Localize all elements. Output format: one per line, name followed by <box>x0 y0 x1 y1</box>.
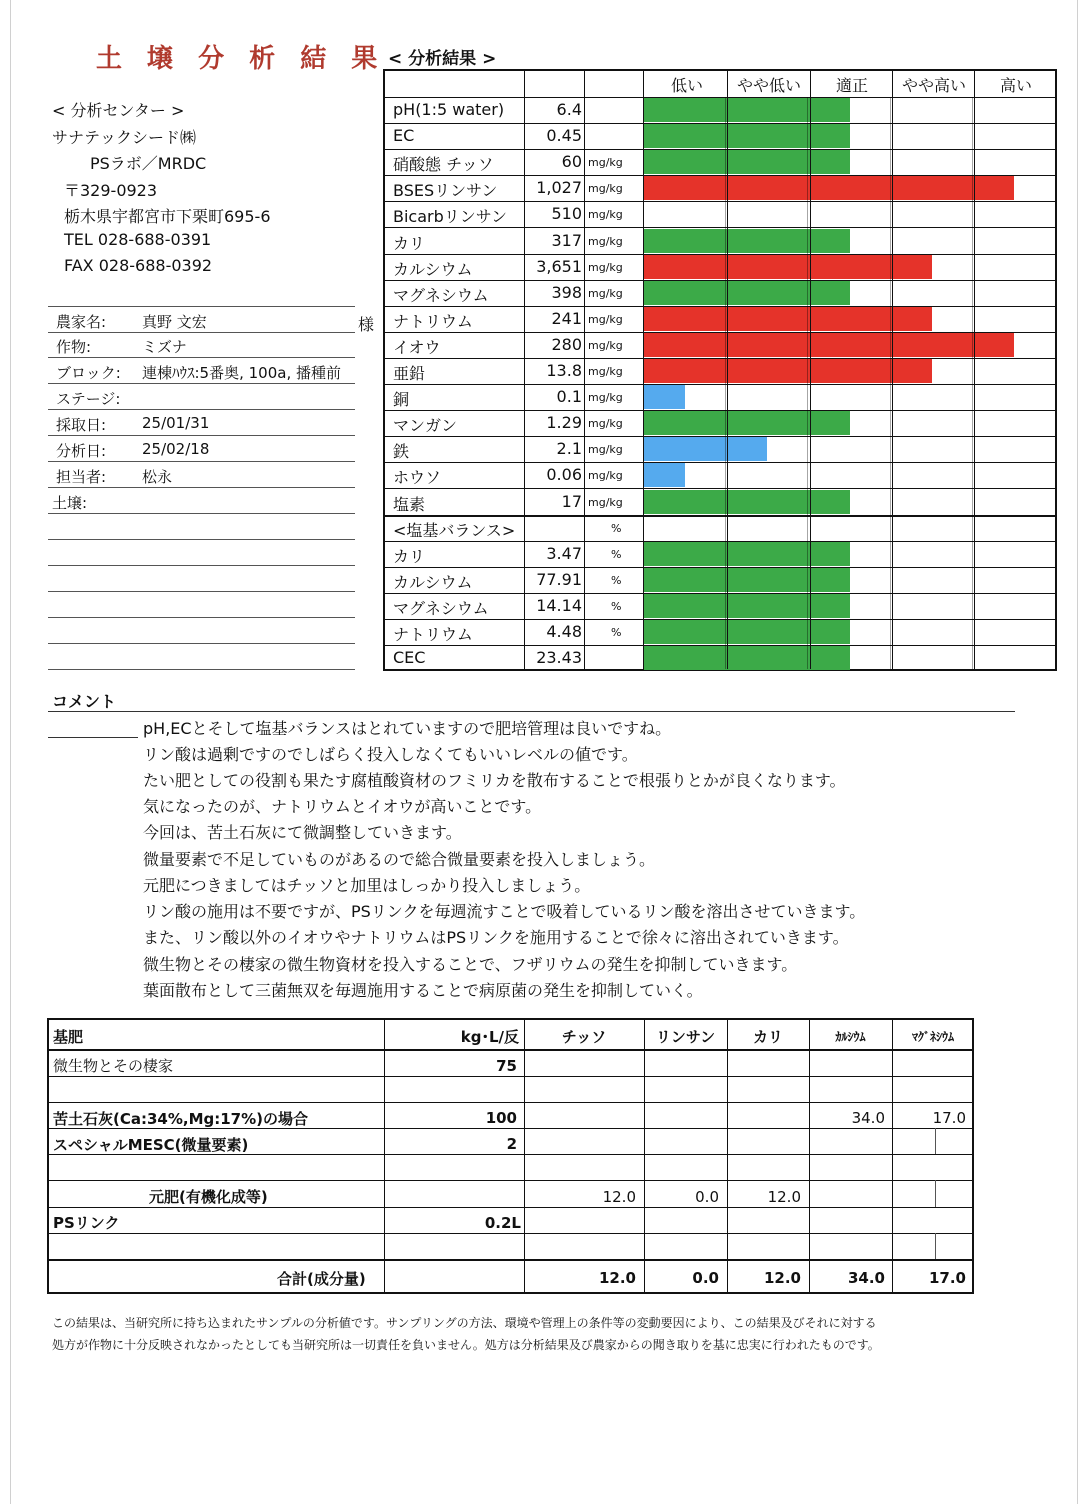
level-bar <box>644 385 685 409</box>
blank-row <box>48 644 355 670</box>
col-divider <box>524 1020 525 1292</box>
center-fax: FAX 028-688-0392 <box>64 256 213 275</box>
info-label: 作物: <box>56 338 92 356</box>
info-label: 担当者: <box>56 468 107 486</box>
result-value: 2.1 <box>556 439 582 459</box>
col-divider <box>644 1020 645 1292</box>
info-row <box>48 410 355 436</box>
level-bar <box>644 646 850 670</box>
result-name: マンガン <box>393 416 458 436</box>
level-header: やや低い <box>736 76 801 95</box>
result-row <box>385 384 1055 411</box>
total-p: 0.0 <box>692 1269 719 1287</box>
fertilizer-table <box>47 1018 974 1294</box>
result-unit: mg/kg <box>588 391 623 405</box>
result-name: マグネシウム <box>393 598 489 618</box>
info-value: 25/02/18 <box>142 440 210 458</box>
fert-header: ｶﾙｼｳﾑ <box>835 1030 866 1044</box>
level-header: 高い <box>999 76 1032 95</box>
fert-amount: 2 <box>506 1135 517 1153</box>
result-name: 硝酸態 チッソ <box>393 155 494 175</box>
honorific: 様 <box>358 315 375 334</box>
result-name: CEC <box>393 648 426 668</box>
result-value: 280 <box>551 334 582 354</box>
col-divider <box>727 1020 728 1292</box>
result-value: 3.47 <box>546 543 582 563</box>
fert-p: 0.0 <box>695 1188 719 1206</box>
row-divider <box>49 1259 972 1261</box>
result-row <box>385 489 1055 517</box>
cell-mark <box>935 1233 936 1259</box>
info-label: 土壌: <box>52 494 88 512</box>
result-name: カルシウム <box>393 572 473 592</box>
result-value: 14.14 <box>536 595 582 615</box>
level-bar <box>644 411 850 435</box>
grid-line <box>725 97 726 669</box>
comment-line: 微生物とその棲家の微生物資材を投入することで、フザリウムの発生を抑制していきます。 <box>143 955 798 974</box>
info-label: 分析日: <box>56 442 107 460</box>
disclaimer-line: この結果は、当研究所に持ち込まれたサンプルの分析値です。サンプリングの方法、環境や管理上の条件等の変動要因により、この結果及びそれに対する <box>52 1316 877 1330</box>
result-unit: mg/kg <box>588 338 623 352</box>
info-row <box>48 436 355 462</box>
center-tel: TEL 028-688-0391 <box>64 230 212 249</box>
info-row <box>48 384 355 410</box>
total-n: 12.0 <box>598 1269 636 1287</box>
comment-line: リン酸の施用は不要ですが、PSリンクを毎週流すことで吸着しているリン酸を溶出させていきます。 <box>143 902 866 921</box>
col-divider <box>384 1020 385 1292</box>
level-bar <box>644 150 850 174</box>
blank-row <box>48 592 355 618</box>
result-name: 亜鉛 <box>393 364 426 383</box>
result-name: ナトリウム <box>393 311 473 331</box>
info-row <box>48 488 355 514</box>
level-bar <box>644 620 850 644</box>
info-row <box>48 358 355 384</box>
comment-line: リン酸は過剰ですのでしばらく投入しなくてもいいレベルの値です。 <box>143 745 638 764</box>
result-unit: mg/kg <box>588 286 623 300</box>
info-value: 25/01/31 <box>142 414 210 432</box>
fert-amount: 75 <box>496 1057 517 1075</box>
comment-line: 微量要素で不足していものがあるので総合微量要素を投入しましょう。 <box>143 850 656 869</box>
result-value: 13.8 <box>546 361 582 380</box>
result-unit: mg/kg <box>588 469 623 483</box>
result-row <box>385 175 1055 202</box>
result-unit: mg/kg <box>588 365 623 378</box>
result-unit: mg/kg <box>588 234 623 248</box>
result-row <box>385 149 1055 176</box>
fert-name: 元肥(有機化成等) <box>149 1188 268 1206</box>
result-row <box>385 254 1055 281</box>
comment-line: たい肥としての役割も果たす腐植酸資材のフミリカを散布することで根張りとかが良くなります。 <box>143 771 846 790</box>
result-value: 23.43 <box>536 648 582 668</box>
level-bar <box>644 359 932 383</box>
fert-header: カリ <box>752 1028 783 1046</box>
fert-amount: 0.2L <box>484 1214 521 1232</box>
level-bar <box>644 255 932 279</box>
col-divider <box>643 71 644 669</box>
result-row <box>385 567 1055 594</box>
row-divider <box>49 1102 972 1103</box>
result-unit: mg/kg <box>588 156 623 170</box>
info-value: 真野 文宏 <box>142 313 207 331</box>
info-row <box>48 306 355 333</box>
fert-header: リンサン <box>655 1028 716 1046</box>
result-value: 398 <box>551 282 582 302</box>
result-unit: mg/kg <box>588 182 623 196</box>
fert-header: チッソ <box>561 1028 607 1046</box>
fert-n: 12.0 <box>602 1188 636 1206</box>
result-unit: mg/kg <box>588 495 623 509</box>
total-label: 合計(成分量) <box>277 1270 366 1288</box>
comment-line: 葉面散布として三菌無双を毎週施用することで病原菌の発生を抑制していく。 <box>143 981 703 1000</box>
comment-line: また、リン酸以外のイオウやナトリウムはPSリンクを施用することで徐々に溶出されていきます。 <box>143 928 849 947</box>
result-unit: % <box>611 547 622 561</box>
disclaimer-line: 処方が作物に十分反映されなかったとしても当研究所は一切責任を負いません。処方は分析結果及び農家からの聞き取りを基に忠実に行われたものです。 <box>52 1338 880 1352</box>
blank-row <box>48 514 355 540</box>
result-name: カリ <box>393 233 426 253</box>
col-divider <box>524 71 525 669</box>
info-label: 採取日: <box>56 416 107 434</box>
fert-header: 基肥 <box>53 1028 84 1046</box>
info-value: 松永 <box>142 468 173 486</box>
comment-rule <box>48 711 1015 712</box>
result-row <box>385 541 1055 568</box>
level-header: 低い <box>670 76 703 95</box>
blank-row <box>48 566 355 592</box>
center-company: サナテックシード㈱ <box>52 128 197 147</box>
fert-name: スペシャルMESC(微量要素) <box>53 1136 249 1154</box>
info-label: ステージ: <box>56 390 121 408</box>
level-bar <box>644 98 850 122</box>
fert-k: 12.0 <box>767 1188 801 1206</box>
comment-rule-short <box>48 737 138 738</box>
row-divider <box>49 1207 972 1208</box>
col-divider <box>584 71 585 669</box>
result-unit: % <box>611 573 622 587</box>
col-divider <box>892 71 893 669</box>
result-value: 6.4 <box>556 100 582 119</box>
level-bar <box>644 594 850 618</box>
grid-line <box>807 97 808 669</box>
info-label: 農家名: <box>56 313 107 331</box>
col-divider <box>809 1020 810 1292</box>
result-unit: % <box>611 521 622 535</box>
result-unit: mg/kg <box>588 417 623 431</box>
result-row <box>385 332 1055 359</box>
result-name: カリ <box>393 546 426 566</box>
result-value: 1.29 <box>546 413 582 433</box>
result-name: Bicarbリンサン <box>393 207 507 227</box>
result-row <box>385 358 1055 385</box>
level-bar <box>644 176 1014 200</box>
row-divider <box>49 1180 972 1181</box>
result-name: EC <box>393 126 415 146</box>
level-bar <box>644 568 850 592</box>
level-bar <box>644 229 850 253</box>
result-name: BSESリンサン <box>393 181 498 201</box>
grid-line <box>890 97 891 669</box>
col-divider <box>727 71 728 669</box>
info-value: 連棟ﾊｳｽ:5番奥, 100a, 播種前 <box>142 364 341 382</box>
level-header: やや高い <box>901 76 966 95</box>
result-value: 17 <box>561 491 582 511</box>
result-row <box>385 619 1055 646</box>
level-bar <box>644 437 767 461</box>
result-row <box>385 97 1055 124</box>
result-row <box>385 123 1055 150</box>
result-row <box>385 228 1055 255</box>
grid-line <box>972 97 973 669</box>
info-row <box>48 462 355 488</box>
col-divider <box>892 1020 893 1292</box>
level-bar <box>644 542 850 566</box>
result-name: 銅 <box>393 390 410 410</box>
row-divider <box>49 1049 972 1051</box>
comment-line: 気になったのが、ナトリウムとイオウが高いことです。 <box>143 797 542 816</box>
blank-row <box>48 540 355 566</box>
comment-line: pH,ECとそして塩基バランスはとれていますので肥培管理は良いですね。 <box>143 719 672 738</box>
total-ca: 34.0 <box>847 1269 885 1287</box>
result-name: pH(1:5 water) <box>393 100 505 119</box>
result-value: 317 <box>551 230 582 250</box>
fert-amount: 100 <box>485 1109 517 1127</box>
result-value: 0.06 <box>546 465 582 485</box>
fert-name: PSリンク <box>53 1214 120 1232</box>
result-name: カルシウム <box>393 259 473 279</box>
blank-row <box>48 618 355 644</box>
result-value: 510 <box>551 204 582 224</box>
result-value: 0.1 <box>556 387 582 407</box>
result-name: <塩基バランス> <box>393 520 516 540</box>
result-value: 60 <box>561 152 582 172</box>
comment-label: コメント <box>52 692 117 711</box>
center-lab: PSラボ／MRDC <box>90 154 207 173</box>
page-title: 土 壌 分 析 結 果 <box>96 44 386 74</box>
result-unit: % <box>611 599 622 613</box>
result-name: 塩素 <box>393 494 426 514</box>
result-name: イオウ <box>393 337 441 357</box>
result-row <box>385 462 1055 489</box>
info-label: ブロック: <box>56 364 121 382</box>
result-unit: % <box>611 626 622 639</box>
result-row <box>385 593 1055 620</box>
level-header: 適正 <box>835 76 868 95</box>
result-name: ホウソ <box>393 468 442 488</box>
result-row <box>385 645 1055 671</box>
center-address: 栃木県宇都宮市下栗町695-6 <box>64 207 271 226</box>
result-value: 1,027 <box>536 178 582 198</box>
result-row <box>385 280 1055 307</box>
fert-header: ﾏｸﾞﾈｼｳﾑ <box>911 1030 954 1044</box>
cell-mark <box>935 1128 936 1154</box>
results-title: < 分析結果 > <box>388 49 497 69</box>
result-unit: mg/kg <box>588 208 623 222</box>
comment-line: 元肥につきましてはチッソと加里はしっかり投入しましょう。 <box>143 876 591 895</box>
results-table <box>383 69 1057 671</box>
level-bar <box>644 333 1014 357</box>
center-postal: 〒329-0923 <box>64 181 158 200</box>
info-row <box>48 332 355 358</box>
result-unit: mg/kg <box>588 260 623 274</box>
result-row <box>385 436 1055 463</box>
fert-mg: 17.0 <box>932 1109 966 1127</box>
fert-name: 苦土石灰(Ca:34%,Mg:17%)の場合 <box>53 1110 309 1128</box>
row-divider <box>49 1076 972 1077</box>
result-value: 0.45 <box>546 126 582 146</box>
result-row <box>385 515 1055 542</box>
result-unit: mg/kg <box>588 443 623 457</box>
center-heading: < 分析センター > <box>52 101 185 120</box>
comment-line: 今回は、苦土石灰にて微調整していきます。 <box>143 823 462 842</box>
level-bar <box>644 490 850 514</box>
total-mg: 17.0 <box>928 1269 966 1287</box>
result-name: ナトリウム <box>393 625 473 644</box>
result-value: 4.48 <box>546 622 582 641</box>
fert-name: 微生物とその棲家 <box>53 1057 174 1075</box>
result-value: 3,651 <box>536 256 582 276</box>
results-header <box>385 71 1055 98</box>
result-value: 77.91 <box>536 569 582 589</box>
col-divider <box>974 71 975 669</box>
cell-mark <box>935 1180 936 1207</box>
info-value: ミズナ <box>142 338 187 356</box>
total-k: 12.0 <box>763 1269 801 1287</box>
result-row <box>385 410 1055 437</box>
result-row <box>385 201 1055 228</box>
fert-ca: 34.0 <box>851 1109 885 1127</box>
level-bar <box>644 463 685 487</box>
fert-header: kg･L/反 <box>460 1028 519 1046</box>
result-unit: mg/kg <box>588 312 623 326</box>
result-row <box>385 306 1055 333</box>
col-divider <box>810 71 811 669</box>
level-bar <box>644 281 850 305</box>
result-value: 241 <box>551 308 582 328</box>
level-bar <box>644 124 850 148</box>
level-bar <box>644 307 932 331</box>
result-name: マグネシウム <box>393 285 489 305</box>
row-divider <box>49 1233 972 1234</box>
result-name: 鉄 <box>393 442 410 462</box>
